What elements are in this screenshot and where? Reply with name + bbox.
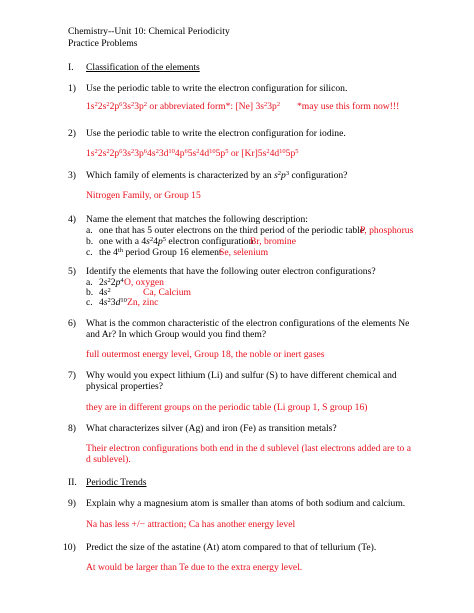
q8-number: 8) xyxy=(68,423,76,434)
q5a-label: a. xyxy=(86,277,93,288)
q3-text: Which family of elements is characterized by an $s^2p^3$ configuration? xyxy=(86,170,348,181)
q3-number: 3) xyxy=(68,170,76,181)
q8-text: What characterizes silver (Ag) and iron (Fe) as transition metals? xyxy=(86,423,337,434)
q5a-answer: O, oxygen xyxy=(124,277,164,288)
q7-text-line1: Why would you expect lithium (Li) and sulfur (S) to have different chemical and xyxy=(86,370,397,381)
section-1-title: Classification of the elements xyxy=(86,62,200,73)
q4b-label: b. xyxy=(86,236,94,247)
q1-answer-note: *may use this form now!!! xyxy=(297,101,400,112)
q9-answer: Na has less +/− attraction; Ca has another energy level xyxy=(86,519,296,530)
q8-answer-line1: Their electron configurations both end in the d sublevel (last electrons added are to a xyxy=(86,443,412,454)
q4b-text: one with a $4s^24p^5$ electron configuration xyxy=(99,236,254,247)
doc-title: Chemistry--Unit 10: Chemical Periodicity xyxy=(68,26,230,37)
q4c-answer: Se, selenium xyxy=(219,247,269,258)
q3-answer: Nitrogen Family, or Group 15 xyxy=(86,190,201,201)
q4a-text: one that has 5 outer electrons on the third period of the periodic table xyxy=(99,225,365,236)
section-1-number: I. xyxy=(68,62,74,73)
q5c-answer: Zn, zinc xyxy=(127,297,159,308)
q5b-label: b. xyxy=(86,287,94,298)
q7-number: 7) xyxy=(68,370,76,381)
q6-number: 6) xyxy=(68,318,76,329)
q7-answer: they are in different groups on the periodic table (Li group 1, S group 16) xyxy=(86,402,368,413)
q5b-config: $4s^2$ xyxy=(99,287,111,298)
q5-number: 5) xyxy=(68,266,76,277)
section-2-title: Periodic Trends xyxy=(86,477,147,488)
section-2-number: II. xyxy=(68,477,77,488)
q6-text-line2: and Ar? In which Group would you find them? xyxy=(86,329,267,340)
q5b-answer: Ca, Calcium xyxy=(143,287,191,298)
q4-text: Name the element that matches the following description: xyxy=(86,214,308,225)
q7-text-line2: physical properties? xyxy=(86,381,163,392)
doc-subtitle: Practice Problems xyxy=(68,38,138,49)
q5c-config: $4s^23d^{10}$ xyxy=(99,297,127,308)
q6-answer: full outermost energy level, Group 18, the noble or inert gases xyxy=(86,349,325,360)
q5a-config: $2s^22p^4$ xyxy=(99,277,124,288)
q10-text: Predict the size of the astatine (At) atom compared to that of tellurium (Te). xyxy=(86,542,377,553)
q10-number: 10) xyxy=(63,542,76,553)
q6-text-line1: What is the common characteristic of the electron configurations of the elements Ne xyxy=(86,318,410,329)
q4a-label: a. xyxy=(86,225,93,236)
q1-text: Use the periodic table to write the electron configuration for silicon. xyxy=(86,83,348,94)
q9-text: Explain why a magnesium atom is smaller than atoms of both sodium and calcium. xyxy=(86,498,406,509)
q4a-answer: P, phosphorus xyxy=(360,225,414,236)
q1-answer: $1s^22s^22p^63s^23p^2$ or abbreviated form*: [Ne] $3s^23p^2$ xyxy=(86,101,281,112)
q2-answer: $1s^22s^22p^63s^23p^64s^23d^{10}4p^65s^24d^{10}5p^5$ or $[Kr]5s^24d^{10}5p^5$ xyxy=(86,148,299,159)
q9-number: 9) xyxy=(68,498,76,509)
q1-number: 1) xyxy=(68,83,76,94)
q4b-answer: Br, bromine xyxy=(250,236,296,247)
q5c-label: c. xyxy=(86,297,93,308)
q2-text: Use the periodic table to write the electron configuration for iodine. xyxy=(86,128,346,139)
q10-answer: At would be larger than Te due to the extra energy level. xyxy=(86,562,303,573)
q4-number: 4) xyxy=(68,214,76,225)
q4c-text: the 4th period Group 16 element xyxy=(99,247,222,258)
q2-number: 2) xyxy=(68,128,76,139)
q5-text: Identify the elements that have the following outer electron configurations? xyxy=(86,266,376,277)
q8-answer-line2: d sublevel). xyxy=(86,454,131,465)
q4c-label: c. xyxy=(86,247,93,258)
